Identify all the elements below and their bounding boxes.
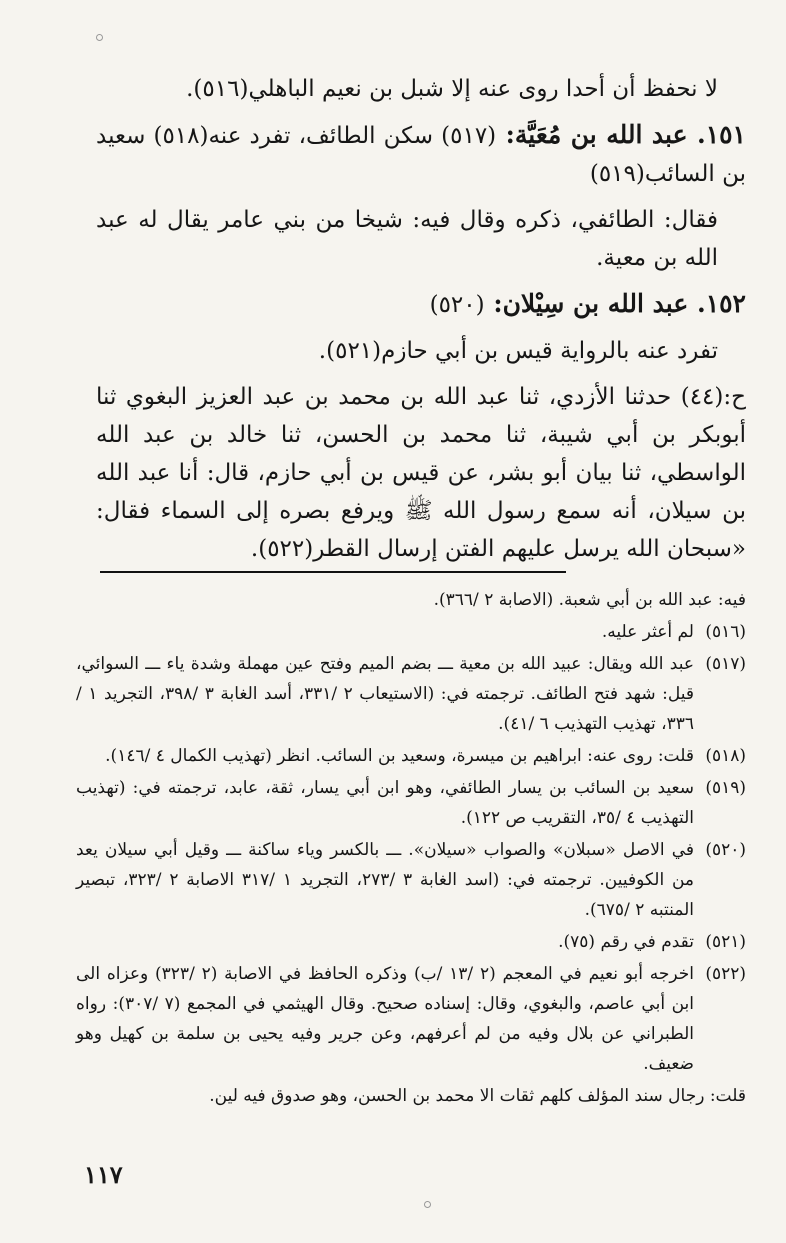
footnote-separator	[100, 571, 566, 573]
footnote-item	[76, 649, 746, 739]
footnote-item	[76, 773, 746, 833]
entry-152-number: ١٥٢.	[696, 289, 746, 318]
entry-151-paragraph: فقال: الطائفي، ذكره وقال فيه: شيخا من بني عامر يقال له عبد الله بن معية.	[96, 207, 718, 271]
footnote-item	[76, 835, 746, 925]
entry-151	[96, 116, 746, 193]
entry-151-heading	[496, 120, 746, 149]
entry-152-paragraph: تفرد عنه بالرواية قيس بن أبي حازم(٥٢١).	[318, 338, 718, 364]
main-text	[96, 70, 746, 576]
entry-151-name: عبد الله بن مُعَيَّة:	[505, 120, 688, 149]
footnote-text: في الاصل «سبلان» والصواب «سيلان». ـــ بالكسر وياء ساكنة ـــ وقيل أبي سيلان يعد من الكوفيين. ترجمته في: (اسد الغابة ٣ /٢٧٣، التجريد ١ /٣١٧ الاصابة ٢ /٣٢٣، تبصير المنتبه ٢ /٦٧٥).	[76, 840, 694, 920]
footnote-text: تقدم في رقم (٧٥).	[558, 932, 694, 952]
footnote-item	[76, 741, 746, 771]
footnote-item	[76, 927, 746, 957]
footnote-item	[76, 617, 746, 647]
scan-speck	[96, 34, 103, 41]
scan-speck	[424, 1201, 431, 1208]
footnote-number: (٥١٨)	[705, 746, 746, 766]
footnote-text: سعيد بن السائب بن يسار الطائفي، وهو ابن أبي يسار، ثقة، عابد، ترجمته في: (تهذيب التهذيب ٤ /٣٥، التقريب ص ١٢٢).	[76, 778, 694, 828]
hadith-paragraph: ح:(٤٤) حدثنا الأزدي، ثنا عبد الله بن محمد بن عبد العزيز البغوي ثنا أبوبكر بن أبي شيبة، ثنا محمد بن الحسن، ثنا خالد بن عبد الله الواسطي، ثنا بيان أبو بشر، عن قيس بن أبي حازم، قال: أنا عبد الله بن سيلان، أنه سمع رسول الله ﷺ ويرفع بصره إلى السماء فقال: «سبحان الله يرسل عليهم الفتن إرسال القطر(٥٢٢).	[96, 384, 746, 562]
footnote-text: عبد الله ويقال: عبيد الله بن معية ـــ بضم الميم وفتح عين مهملة وشدة ياء ـــ السوائي، قيل: شهد فتح الطائف. ترجمته في: (الاستيعاب ٢ /٣٣١، أسد الغابة ٣ /٣٩٨، التجريد ١ /٣٣٦، تهذيب التهذيب ٦ /٤١).	[76, 654, 694, 734]
footnote-text: اخرجه أبو نعيم في المعجم (٢ /١٣ /ب) وذكره الحافظ في الاصابة (٢ /٣٢٣) وعزاه الى ابن أبي عاصم، والبغوي، وقال: إسناده صحيح. وقال الهيثمي في المجمع (٧ /٣٠٧): رواه الطبراني عن بلال وفيه من لم أعرفهم، وعن جرير وفيه يحيى بن سلمة بن كهيل وهو ضعيف.	[76, 964, 695, 1074]
footnotes	[76, 585, 746, 1113]
footnote-continuation: فيه: عبد الله بن أبي شعبة. (الاصابة ٢ /٣٦٦).	[433, 590, 746, 610]
footnote-number: (٥١٩)	[705, 778, 746, 798]
entry-152	[96, 285, 746, 324]
page-number: ١١٧	[84, 1160, 123, 1189]
footnote-closing: قلت: رجال سند المؤلف كلهم ثقات الا محمد بن الحسن، وهو صدوق فيه لين.	[209, 1086, 746, 1106]
footnote-list	[76, 617, 746, 1079]
entry-151-text: (٥١٧) سكن الطائف، تفرد عنه(٥١٨) سعيد بن السائب(٥١٩)	[96, 123, 746, 187]
intro-line: لا نحفظ أن أحدا روى عنه إلا شبل بن نعيم الباهلي(٥١٦).	[186, 76, 718, 102]
footnote-text: قلت: روى عنه: ابراهيم بن ميسرة، وسعيد بن السائب. انظر (تهذيب الكمال ٤ /١٤٦).	[105, 746, 694, 766]
entry-152-name: عبد الله بن سِيْلان:	[493, 289, 689, 318]
footnote-number: (٥٢٠)	[705, 840, 746, 860]
footnote-number: (٥٢١)	[705, 932, 746, 952]
footnote-number: (٥٢٢)	[705, 964, 746, 984]
entry-152-heading	[485, 289, 746, 318]
footnote-text: لم أعثر عليه.	[601, 622, 694, 642]
footnote-number: (٥١٧)	[705, 654, 746, 674]
entry-152-text: (٥٢٠)	[429, 292, 485, 318]
entry-151-number: ١٥١.	[696, 120, 746, 149]
footnote-number: (٥١٦)	[705, 622, 746, 642]
footnote-item	[76, 959, 746, 1079]
